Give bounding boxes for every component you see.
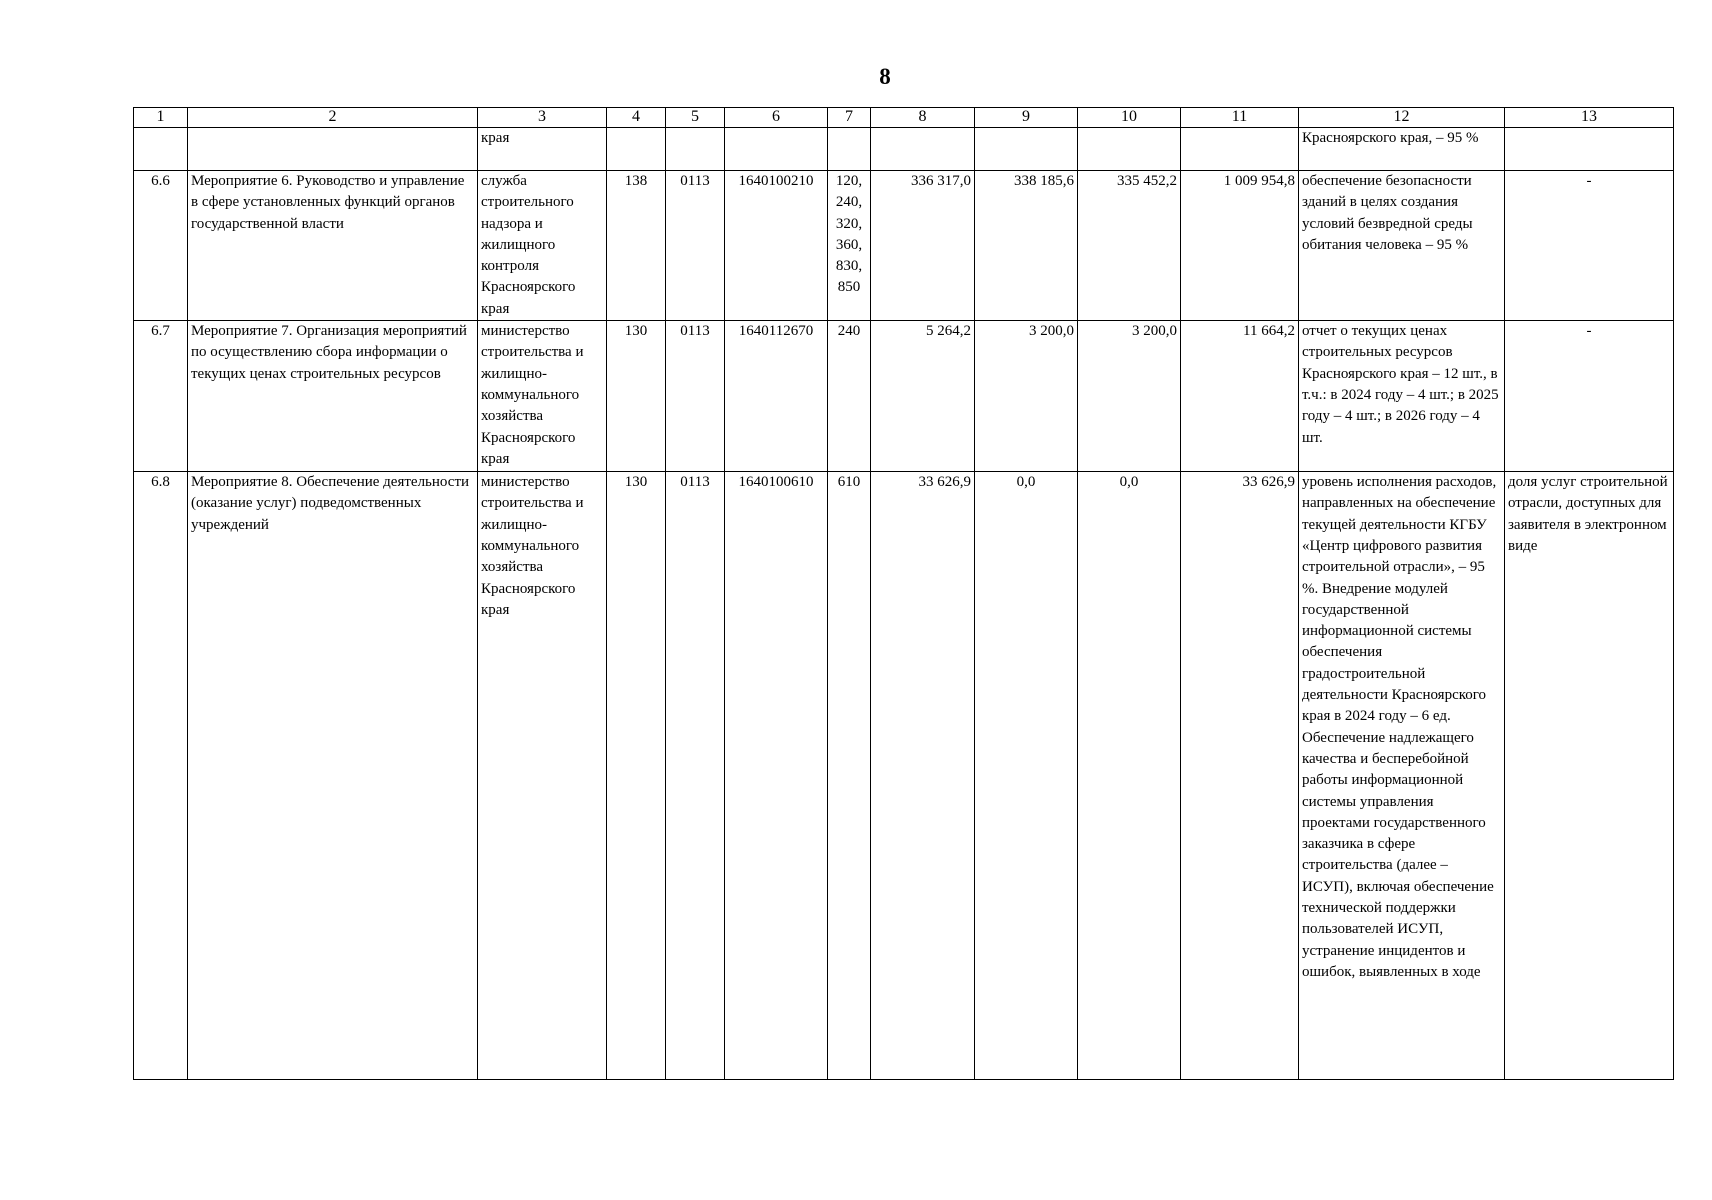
executor-cell: министерство строительства и жилищно-коммунального хозяйства Красноярского края xyxy=(478,321,607,472)
table-row xyxy=(134,472,1674,1080)
section-code-cell: 0113 xyxy=(666,321,725,472)
expected-result-cell: Красноярского края, – 95 % xyxy=(1299,128,1505,171)
total-amount-cell xyxy=(1181,128,1299,171)
amount-cell: 336 317,0 xyxy=(871,171,975,321)
target-article-cell xyxy=(725,128,828,171)
row-number-cell xyxy=(134,128,188,171)
header-cell: 13 xyxy=(1505,108,1674,128)
amount-cell xyxy=(1078,128,1181,171)
amount-cell: 33 626,9 xyxy=(871,472,975,1080)
amount-cell: 0,0 xyxy=(975,472,1078,1080)
total-amount-cell: 11 664,2 xyxy=(1181,321,1299,472)
executor-cell: края xyxy=(478,128,607,171)
row-number-cell: 6.8 xyxy=(134,472,188,1080)
activity-name-cell: Мероприятие 6. Руководство и управление в сфере установленных функций органов государственной власти xyxy=(188,171,478,321)
expense-type-cell: 610 xyxy=(828,472,871,1080)
row-number-cell: 6.7 xyxy=(134,321,188,472)
header-cell: 4 xyxy=(607,108,666,128)
column-number-header xyxy=(134,108,1674,128)
indicator-cell: - xyxy=(1505,321,1674,472)
amount-cell xyxy=(871,128,975,171)
activity-name-cell: Мероприятие 7. Организация мероприятий по осуществлению сбора информации о текущих ценах строительных ресурсов xyxy=(188,321,478,472)
header-cell: 11 xyxy=(1181,108,1299,128)
table-row xyxy=(134,128,1674,171)
header-cell: 1 xyxy=(134,108,188,128)
amount-cell: 3 200,0 xyxy=(1078,321,1181,472)
amount-cell: 338 185,6 xyxy=(975,171,1078,321)
expected-result-cell: отчет о текущих ценах строительных ресурсов Красноярского края – 12 шт., в т.ч.: в 2024 году – 4 шт.; в 2025 году – 4 шт.; в 2026 году – 4 шт. xyxy=(1299,321,1505,472)
indicator-cell: доля услуг строительной отрасли, доступных для заявителя в электронном виде xyxy=(1505,472,1674,1080)
page-number: 8 xyxy=(879,64,891,89)
target-article-cell: 1640100610 xyxy=(725,472,828,1080)
header-cell: 8 xyxy=(871,108,975,128)
indicator-cell xyxy=(1505,128,1674,171)
header-cell: 7 xyxy=(828,108,871,128)
header-cell: 12 xyxy=(1299,108,1505,128)
executor-cell: министерство строительства и жилищно-коммунального хозяйства Красноярского края xyxy=(478,472,607,1080)
executor-cell: служба строительного надзора и жилищного контроля Красноярского края xyxy=(478,171,607,321)
section-code-cell: 0113 xyxy=(666,472,725,1080)
amount-cell: 0,0 xyxy=(1078,472,1181,1080)
grbs-code-cell: 138 xyxy=(607,171,666,321)
header-cell: 6 xyxy=(725,108,828,128)
section-code-cell: 0113 xyxy=(666,171,725,321)
header-cell: 10 xyxy=(1078,108,1181,128)
activity-name-cell xyxy=(188,128,478,171)
amount-cell: 335 452,2 xyxy=(1078,171,1181,321)
data-table xyxy=(133,107,1674,1080)
target-article-cell: 1640112670 xyxy=(725,321,828,472)
grbs-code-cell: 130 xyxy=(607,472,666,1080)
total-amount-cell: 33 626,9 xyxy=(1181,472,1299,1080)
header-cell: 9 xyxy=(975,108,1078,128)
amount-cell: 3 200,0 xyxy=(975,321,1078,472)
header-cell: 5 xyxy=(666,108,725,128)
header-cell: 3 xyxy=(478,108,607,128)
expense-type-cell xyxy=(828,128,871,171)
expected-result-cell: обеспечение безопасности зданий в целях создания условий безвредной среды обитания человека – 95 % xyxy=(1299,171,1505,321)
total-amount-cell: 1 009 954,8 xyxy=(1181,171,1299,321)
grbs-code-cell: 130 xyxy=(607,321,666,472)
expense-type-cell: 120, 240, 320, 360, 830, 850 xyxy=(828,171,871,321)
target-article-cell: 1640100210 xyxy=(725,171,828,321)
expense-type-cell: 240 xyxy=(828,321,871,472)
table-row xyxy=(134,171,1674,321)
table-row xyxy=(134,321,1674,472)
grbs-code-cell xyxy=(607,128,666,171)
section-code-cell xyxy=(666,128,725,171)
header-cell: 2 xyxy=(188,108,478,128)
row-number-cell: 6.6 xyxy=(134,171,188,321)
indicator-cell: - xyxy=(1505,171,1674,321)
expected-result-cell: уровень исполнения расходов, направленных на обеспечение текущей деятельности КГБУ «Центр цифрового развития строительной отрасли», – 95 %. Внедрение модулей государственной информационной системы обеспечения градостроительной деятельности Красноярского края в 2024 году – 6 ед. Обеспечение надлежащего качества и бесперебойной работы информационной системы управления проектами государственного заказчика в сфере строительства (далее – ИСУП), включая обеспечение технической поддержки пользователей ИСУП, устранение инцидентов и ошибок, выявленных в ходе xyxy=(1299,472,1505,1080)
activity-name-cell: Мероприятие 8. Обеспечение деятельности (оказание услуг) подведомственных учреждений xyxy=(188,472,478,1080)
amount-cell xyxy=(975,128,1078,171)
amount-cell: 5 264,2 xyxy=(871,321,975,472)
